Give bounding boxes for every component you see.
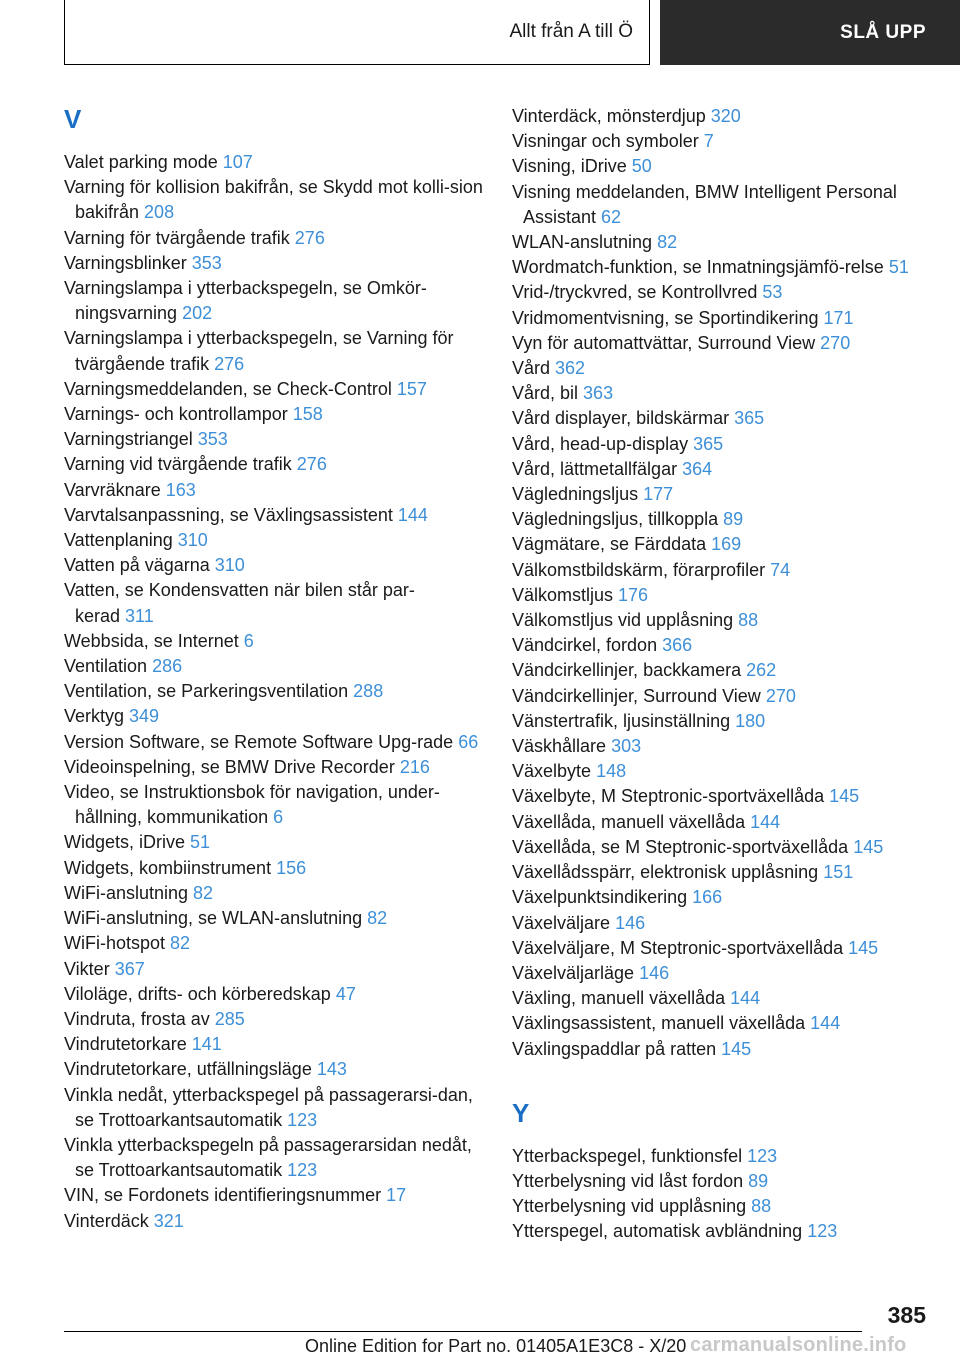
page-link[interactable]: 303 bbox=[611, 736, 642, 757]
index-entry-text: Version Software, se Remote Software Upg-rade bbox=[64, 731, 454, 752]
index-entry bbox=[512, 961, 942, 986]
index-entry-text: Varningstriangel bbox=[64, 429, 193, 450]
page-link[interactable]: 353 bbox=[191, 252, 222, 273]
page-link[interactable]: 310 bbox=[214, 555, 245, 576]
index-entry bbox=[64, 957, 484, 982]
index-entry-text: Vyn för automattvättar, Surround View bbox=[512, 332, 816, 353]
index-entry-text: WiFi-anslutning bbox=[64, 882, 189, 903]
index-entry-text: WLAN-anslutning bbox=[512, 232, 653, 253]
page-link[interactable]: 141 bbox=[191, 1034, 222, 1055]
page-link[interactable]: 151 bbox=[823, 862, 854, 883]
index-entry-text: Widgets, iDrive bbox=[64, 832, 186, 853]
index-entry-text: Växelväljarläge bbox=[512, 962, 635, 983]
index-entry-text: Växelbyte bbox=[512, 761, 592, 782]
index-entry bbox=[512, 936, 942, 961]
index-entry bbox=[512, 306, 942, 331]
section-letter-y: Y bbox=[512, 1097, 530, 1128]
page-link[interactable]: 143 bbox=[316, 1059, 347, 1080]
page-link[interactable]: 208 bbox=[144, 202, 175, 223]
index-entry bbox=[64, 881, 484, 906]
index-entry bbox=[512, 784, 942, 809]
lookup-tab-label: SLÅ UPP bbox=[840, 21, 926, 43]
index-entry-text: Växelväljare, M Steptronic-sportväxellåda bbox=[512, 937, 844, 958]
index-entry bbox=[64, 1007, 484, 1032]
index-entry-text: Varnings- och kontrollampor bbox=[64, 404, 288, 425]
index-entry-text: Växlingsassistent, manuell växellåda bbox=[512, 1013, 806, 1034]
index-entry-text: Varvräknare bbox=[64, 479, 161, 500]
index-entry-text: Varningsmeddelanden, se Check-Control bbox=[64, 378, 392, 399]
page-link[interactable]: 17 bbox=[386, 1185, 407, 1206]
index-entry-text: WiFi-hotspot bbox=[64, 933, 166, 954]
page-link[interactable]: 157 bbox=[396, 378, 427, 399]
index-entry-text: Varning vid tvärgående trafik bbox=[64, 454, 292, 475]
page-link[interactable]: 163 bbox=[165, 479, 196, 500]
index-entry bbox=[512, 1169, 942, 1194]
page-link[interactable]: 123 bbox=[747, 1145, 778, 1166]
page-link[interactable]: 144 bbox=[397, 504, 428, 525]
index-entry bbox=[512, 1144, 942, 1169]
page-link[interactable]: 145 bbox=[853, 836, 884, 857]
index-entry-text: Vändcirkellinjer, backkamera bbox=[512, 660, 742, 681]
index-entry-text: Vinkla nedåt, ytterbackspegel på passagerarsi-dan, se Trottoarkantsautomatik bbox=[64, 1084, 473, 1130]
page-link[interactable]: 82 bbox=[657, 232, 678, 253]
page-link[interactable]: 66 bbox=[458, 731, 479, 752]
index-entry bbox=[512, 507, 942, 532]
index-entry-text: Vård, head-up-display bbox=[512, 433, 689, 454]
index-entry bbox=[64, 276, 484, 326]
index-entry-text: Välkomstljus bbox=[512, 584, 614, 605]
page-link[interactable]: 353 bbox=[197, 429, 228, 450]
page-link[interactable]: 367 bbox=[114, 958, 145, 979]
index-entry bbox=[64, 629, 484, 654]
index-entry bbox=[512, 331, 942, 356]
index-entry-text: Vinterdäck, mönsterdjup bbox=[512, 106, 706, 126]
index-entry-text: Vänstertrafik, ljusinställning bbox=[512, 710, 731, 731]
page-link[interactable]: 53 bbox=[762, 282, 783, 303]
index-entry-text: Vikter bbox=[64, 958, 110, 979]
index-entry-text: Visningar och symboler bbox=[512, 131, 699, 152]
page-link[interactable]: 144 bbox=[750, 811, 781, 832]
page-link[interactable]: 146 bbox=[639, 962, 670, 983]
index-entry-text: Ventilation bbox=[64, 656, 148, 677]
page-link[interactable]: 363 bbox=[583, 383, 614, 404]
index-entry-text: Vrid-/tryckvred, se Kontrollvred bbox=[512, 282, 758, 303]
index-entry-text: Valet parking mode bbox=[64, 152, 218, 172]
page-link[interactable]: 123 bbox=[807, 1221, 838, 1242]
index-entry-text: Varning för tvärgående trafik bbox=[64, 227, 290, 248]
page-link[interactable]: 364 bbox=[682, 458, 713, 479]
index-entry bbox=[512, 406, 942, 431]
page-link[interactable]: 166 bbox=[692, 887, 723, 908]
index-entry-text: Varvtalsanpassning, se Växlingsassistent bbox=[64, 504, 393, 525]
page-link[interactable]: 148 bbox=[596, 761, 627, 782]
index-column-right bbox=[512, 0, 942, 1245]
page-link[interactable]: 169 bbox=[711, 534, 742, 555]
index-entry-text: Widgets, kombiinstrument bbox=[64, 857, 272, 878]
page-link[interactable]: 62 bbox=[601, 206, 622, 227]
index-entry bbox=[64, 1183, 484, 1208]
index-entry-text: Vändcirkel, fordon bbox=[512, 635, 658, 656]
index-entry bbox=[64, 780, 484, 830]
index-entry bbox=[512, 1219, 942, 1244]
page-link[interactable]: 270 bbox=[820, 332, 851, 353]
index-entry-text: Växellåda, manuell växellåda bbox=[512, 811, 746, 832]
index-entry bbox=[64, 654, 484, 679]
index-entry-text: Vinterdäck bbox=[64, 1210, 149, 1231]
page-link[interactable]: 262 bbox=[746, 660, 777, 681]
index-entry bbox=[512, 1011, 942, 1036]
page-link[interactable]: 47 bbox=[335, 983, 356, 1004]
index-entry-text: Varningslampa i ytterbackspegeln, se Omkör-ningsvarning bbox=[64, 278, 427, 324]
index-entry-text: Vägledningsljus bbox=[512, 484, 639, 505]
index-entry bbox=[512, 558, 942, 583]
index-entry-text: Varningsblinker bbox=[64, 252, 187, 273]
index-entry bbox=[64, 226, 484, 251]
index-entry-text: Vinkla ytterbackspegeln på passagerarsidan nedåt, se Trottoarkantsautomatik bbox=[64, 1134, 472, 1181]
page-link[interactable]: 123 bbox=[287, 1160, 318, 1181]
index-entry-text: Växling, manuell växellåda bbox=[512, 988, 726, 1009]
index-entry-text: Vård, bil bbox=[512, 383, 579, 404]
index-entry-text: Vård, lättmetallfälgar bbox=[512, 458, 678, 479]
index-entry bbox=[512, 356, 942, 381]
index-entry bbox=[64, 982, 484, 1007]
index-entry bbox=[64, 830, 484, 855]
page-link[interactable]: 50 bbox=[631, 156, 652, 177]
index-entry bbox=[64, 704, 484, 729]
index-entry bbox=[64, 427, 484, 452]
page-link[interactable]: 366 bbox=[662, 635, 693, 656]
page-link[interactable]: 285 bbox=[214, 1008, 245, 1029]
index-entry-text: Vattenplaning bbox=[64, 530, 173, 551]
index-entry bbox=[512, 381, 942, 406]
page-link[interactable]: 216 bbox=[399, 756, 430, 777]
index-entry bbox=[512, 154, 942, 179]
page-link[interactable]: 158 bbox=[292, 404, 323, 425]
index-entry bbox=[512, 860, 942, 885]
page-link[interactable]: 88 bbox=[738, 610, 759, 631]
index-entry-text: Varning för kollision bakifrån, se Skydd mot kolli-sion bakifrån bbox=[64, 177, 483, 223]
page-link[interactable]: 82 bbox=[367, 908, 388, 929]
page-link[interactable]: 107 bbox=[222, 152, 253, 172]
page-link[interactable]: 362 bbox=[555, 358, 586, 379]
page-link[interactable]: 82 bbox=[193, 882, 214, 903]
index-entry-text: Växelväljare bbox=[512, 912, 611, 933]
index-entry bbox=[512, 759, 942, 784]
index-entry-text: Vändcirkellinjer, Surround View bbox=[512, 685, 761, 706]
index-entry bbox=[512, 583, 942, 608]
page-link[interactable]: 176 bbox=[618, 584, 649, 605]
page-link[interactable]: 146 bbox=[615, 912, 646, 933]
index-entry bbox=[64, 478, 484, 503]
index-entry-text: Ytterbackspegel, funktionsfel bbox=[512, 1145, 743, 1166]
index-entry-text: Webbsida, se Internet bbox=[64, 630, 239, 651]
page-link[interactable]: 288 bbox=[353, 681, 384, 702]
index-entry bbox=[64, 931, 484, 956]
page-link[interactable]: 51 bbox=[888, 257, 909, 278]
index-entry-text: Vindruta, frosta av bbox=[64, 1008, 210, 1029]
section-letter-v: V bbox=[64, 104, 82, 134]
index-list-y bbox=[512, 1144, 942, 1245]
index-entry-text: Växellådsspärr, elektronisk upplåsning bbox=[512, 862, 819, 883]
index-entry bbox=[64, 856, 484, 881]
index-entry-text: Visning, iDrive bbox=[512, 156, 627, 177]
index-entry-text: Växelbyte, M Steptronic-sportväxellåda bbox=[512, 786, 825, 807]
index-entry bbox=[64, 1209, 484, 1234]
page-link[interactable]: 365 bbox=[734, 408, 765, 429]
index-entry-text: Välkomstljus vid upplåsning bbox=[512, 610, 734, 631]
index-entry-text: Välkomstbildskärm, förarprofiler bbox=[512, 559, 766, 580]
index-entry bbox=[64, 1083, 484, 1133]
page-link[interactable]: 276 bbox=[296, 454, 327, 475]
index-entry bbox=[64, 1057, 484, 1082]
index-entry bbox=[64, 679, 484, 704]
page-link[interactable]: 89 bbox=[723, 509, 744, 530]
page-link[interactable]: 202 bbox=[182, 303, 213, 324]
index-entry bbox=[512, 608, 942, 633]
index-entry bbox=[512, 230, 942, 255]
index-entry-text: Wordmatch-funktion, se Inmatningsjämfö-relse bbox=[512, 257, 884, 278]
page-link[interactable]: 310 bbox=[177, 530, 208, 551]
index-entry bbox=[64, 906, 484, 931]
page-link[interactable]: 89 bbox=[748, 1170, 769, 1191]
page-link[interactable]: 144 bbox=[730, 988, 761, 1009]
index-entry-text: Väskhållare bbox=[512, 736, 607, 757]
index-entry-text: Vatten på vägarna bbox=[64, 555, 210, 576]
index-entry bbox=[512, 1037, 942, 1062]
index-entry-text: Varningslampa i ytterbackspegeln, se Varning för tvärgående trafik bbox=[64, 328, 454, 374]
index-entry-text: Vridmomentvisning, se Sportindikering bbox=[512, 307, 819, 328]
page-link[interactable]: 321 bbox=[153, 1210, 184, 1231]
index-entry bbox=[512, 684, 942, 709]
index-entry-text: Ytterbelysning vid upplåsning bbox=[512, 1196, 747, 1217]
index-entry bbox=[512, 280, 942, 305]
index-entry-text: Vård displayer, bildskärmar bbox=[512, 408, 730, 429]
index-entry bbox=[512, 532, 942, 557]
page-link[interactable]: 171 bbox=[823, 307, 854, 328]
index-entry-text: Växellåda, se M Steptronic-sportväxellåda bbox=[512, 836, 849, 857]
index-entry bbox=[64, 1133, 484, 1183]
index-column-left bbox=[64, 0, 484, 1234]
page-number: 385 bbox=[887, 1302, 926, 1328]
index-entry-text: Visning meddelanden, BMW Intelligent Personal Assistant bbox=[512, 181, 897, 227]
index-entry bbox=[64, 175, 484, 225]
page-link[interactable]: 145 bbox=[721, 1038, 752, 1059]
page-link[interactable]: 365 bbox=[693, 433, 724, 454]
index-entry-text: Verktyg bbox=[64, 706, 125, 727]
index-entry bbox=[512, 633, 942, 658]
index-entry bbox=[512, 255, 942, 280]
index-entry bbox=[512, 911, 942, 936]
index-entry bbox=[64, 251, 484, 276]
page-link[interactable]: 88 bbox=[751, 1196, 772, 1217]
watermark-logo: carmanualsonline.info bbox=[690, 1334, 907, 1356]
index-entry bbox=[512, 1194, 942, 1219]
page-link[interactable]: 270 bbox=[765, 685, 796, 706]
index-entry bbox=[512, 432, 942, 457]
page-link[interactable]: 349 bbox=[129, 706, 160, 727]
index-entry bbox=[64, 452, 484, 477]
page-link[interactable]: 320 bbox=[710, 106, 741, 126]
index-entry bbox=[64, 528, 484, 553]
index-entry-text: Vindrutetorkare, utfällningsläge bbox=[64, 1059, 312, 1080]
index-entry bbox=[512, 986, 942, 1011]
page-link[interactable]: 6 bbox=[243, 630, 254, 651]
page-link[interactable]: 286 bbox=[152, 656, 183, 677]
index-entry bbox=[512, 835, 942, 860]
index-entry-text: Vägmätare, se Färddata bbox=[512, 534, 707, 555]
index-entry bbox=[512, 734, 942, 759]
index-entry bbox=[512, 658, 942, 683]
page-link[interactable]: 276 bbox=[214, 353, 245, 374]
index-entry-text: Ytterbelysning vid låst fordon bbox=[512, 1170, 744, 1191]
index-entry-text: VIN, se Fordonets identifieringsnummer bbox=[64, 1185, 382, 1206]
index-entry bbox=[512, 180, 942, 230]
index-entry bbox=[64, 377, 484, 402]
page-link[interactable]: 145 bbox=[848, 937, 879, 958]
page-link[interactable]: 74 bbox=[770, 559, 791, 580]
index-entry bbox=[64, 1032, 484, 1057]
index-entry-text: Ventilation, se Parkeringsventilation bbox=[64, 681, 349, 702]
index-entry bbox=[64, 755, 484, 780]
page-link[interactable]: 145 bbox=[829, 786, 860, 807]
page-link[interactable]: 7 bbox=[703, 131, 714, 152]
page-link[interactable]: 6 bbox=[273, 807, 284, 828]
page-link[interactable]: 144 bbox=[810, 1013, 841, 1034]
index-entry bbox=[64, 326, 484, 376]
index-entry-text: Viloläge, drifts- och körberedskap bbox=[64, 983, 331, 1004]
index-entry bbox=[512, 129, 942, 154]
index-entry-text: WiFi-anslutning, se WLAN-anslutning bbox=[64, 908, 363, 929]
index-entry-text: Videoinspelning, se BMW Drive Recorder bbox=[64, 756, 395, 777]
index-entry bbox=[512, 104, 942, 129]
edition-info: Online Edition for Part no. 01405A1E3C8 - X/20 bbox=[305, 1336, 687, 1356]
page-link[interactable]: 177 bbox=[643, 484, 674, 505]
page-link[interactable]: 82 bbox=[170, 933, 191, 954]
page-link[interactable]: 156 bbox=[276, 857, 307, 878]
index-entry bbox=[512, 709, 942, 734]
page-link[interactable]: 123 bbox=[287, 1109, 318, 1130]
index-entry-text: Vindrutetorkare bbox=[64, 1034, 187, 1055]
index-entry bbox=[64, 402, 484, 427]
index-entry bbox=[64, 578, 484, 628]
page-link[interactable]: 276 bbox=[294, 227, 325, 248]
page-link[interactable]: 180 bbox=[735, 710, 766, 731]
index-tab-label: Allt från A till Ö bbox=[509, 21, 633, 42]
footer-divider bbox=[64, 1331, 862, 1332]
index-entry bbox=[512, 885, 942, 910]
index-list-v bbox=[64, 150, 484, 1234]
index-entry-text: Växlingspaddlar på ratten bbox=[512, 1038, 717, 1059]
index-entry bbox=[64, 553, 484, 578]
index-entry bbox=[64, 503, 484, 528]
index-entry bbox=[64, 150, 484, 175]
index-entry bbox=[512, 482, 942, 507]
page-link[interactable]: 51 bbox=[190, 832, 211, 853]
page-link[interactable]: 311 bbox=[125, 605, 154, 626]
index-entry-text: Ytterspegel, automatisk avbländning bbox=[512, 1221, 803, 1242]
index-entry-text: Vatten, se Kondensvatten när bilen står par-kerad bbox=[64, 580, 415, 626]
index-entry bbox=[512, 457, 942, 482]
index-entry-text: Video, se Instruktionsbok för navigation, under-hållning, kommunikation bbox=[64, 782, 440, 828]
index-list-v-continued bbox=[512, 104, 942, 1062]
index-entry bbox=[64, 730, 484, 755]
index-entry-text: Vård bbox=[512, 358, 551, 379]
index-entry-text: Vägledningsljus, tillkoppla bbox=[512, 509, 719, 530]
index-entry-text: Växelpunktsindikering bbox=[512, 887, 688, 908]
index-entry bbox=[512, 810, 942, 835]
